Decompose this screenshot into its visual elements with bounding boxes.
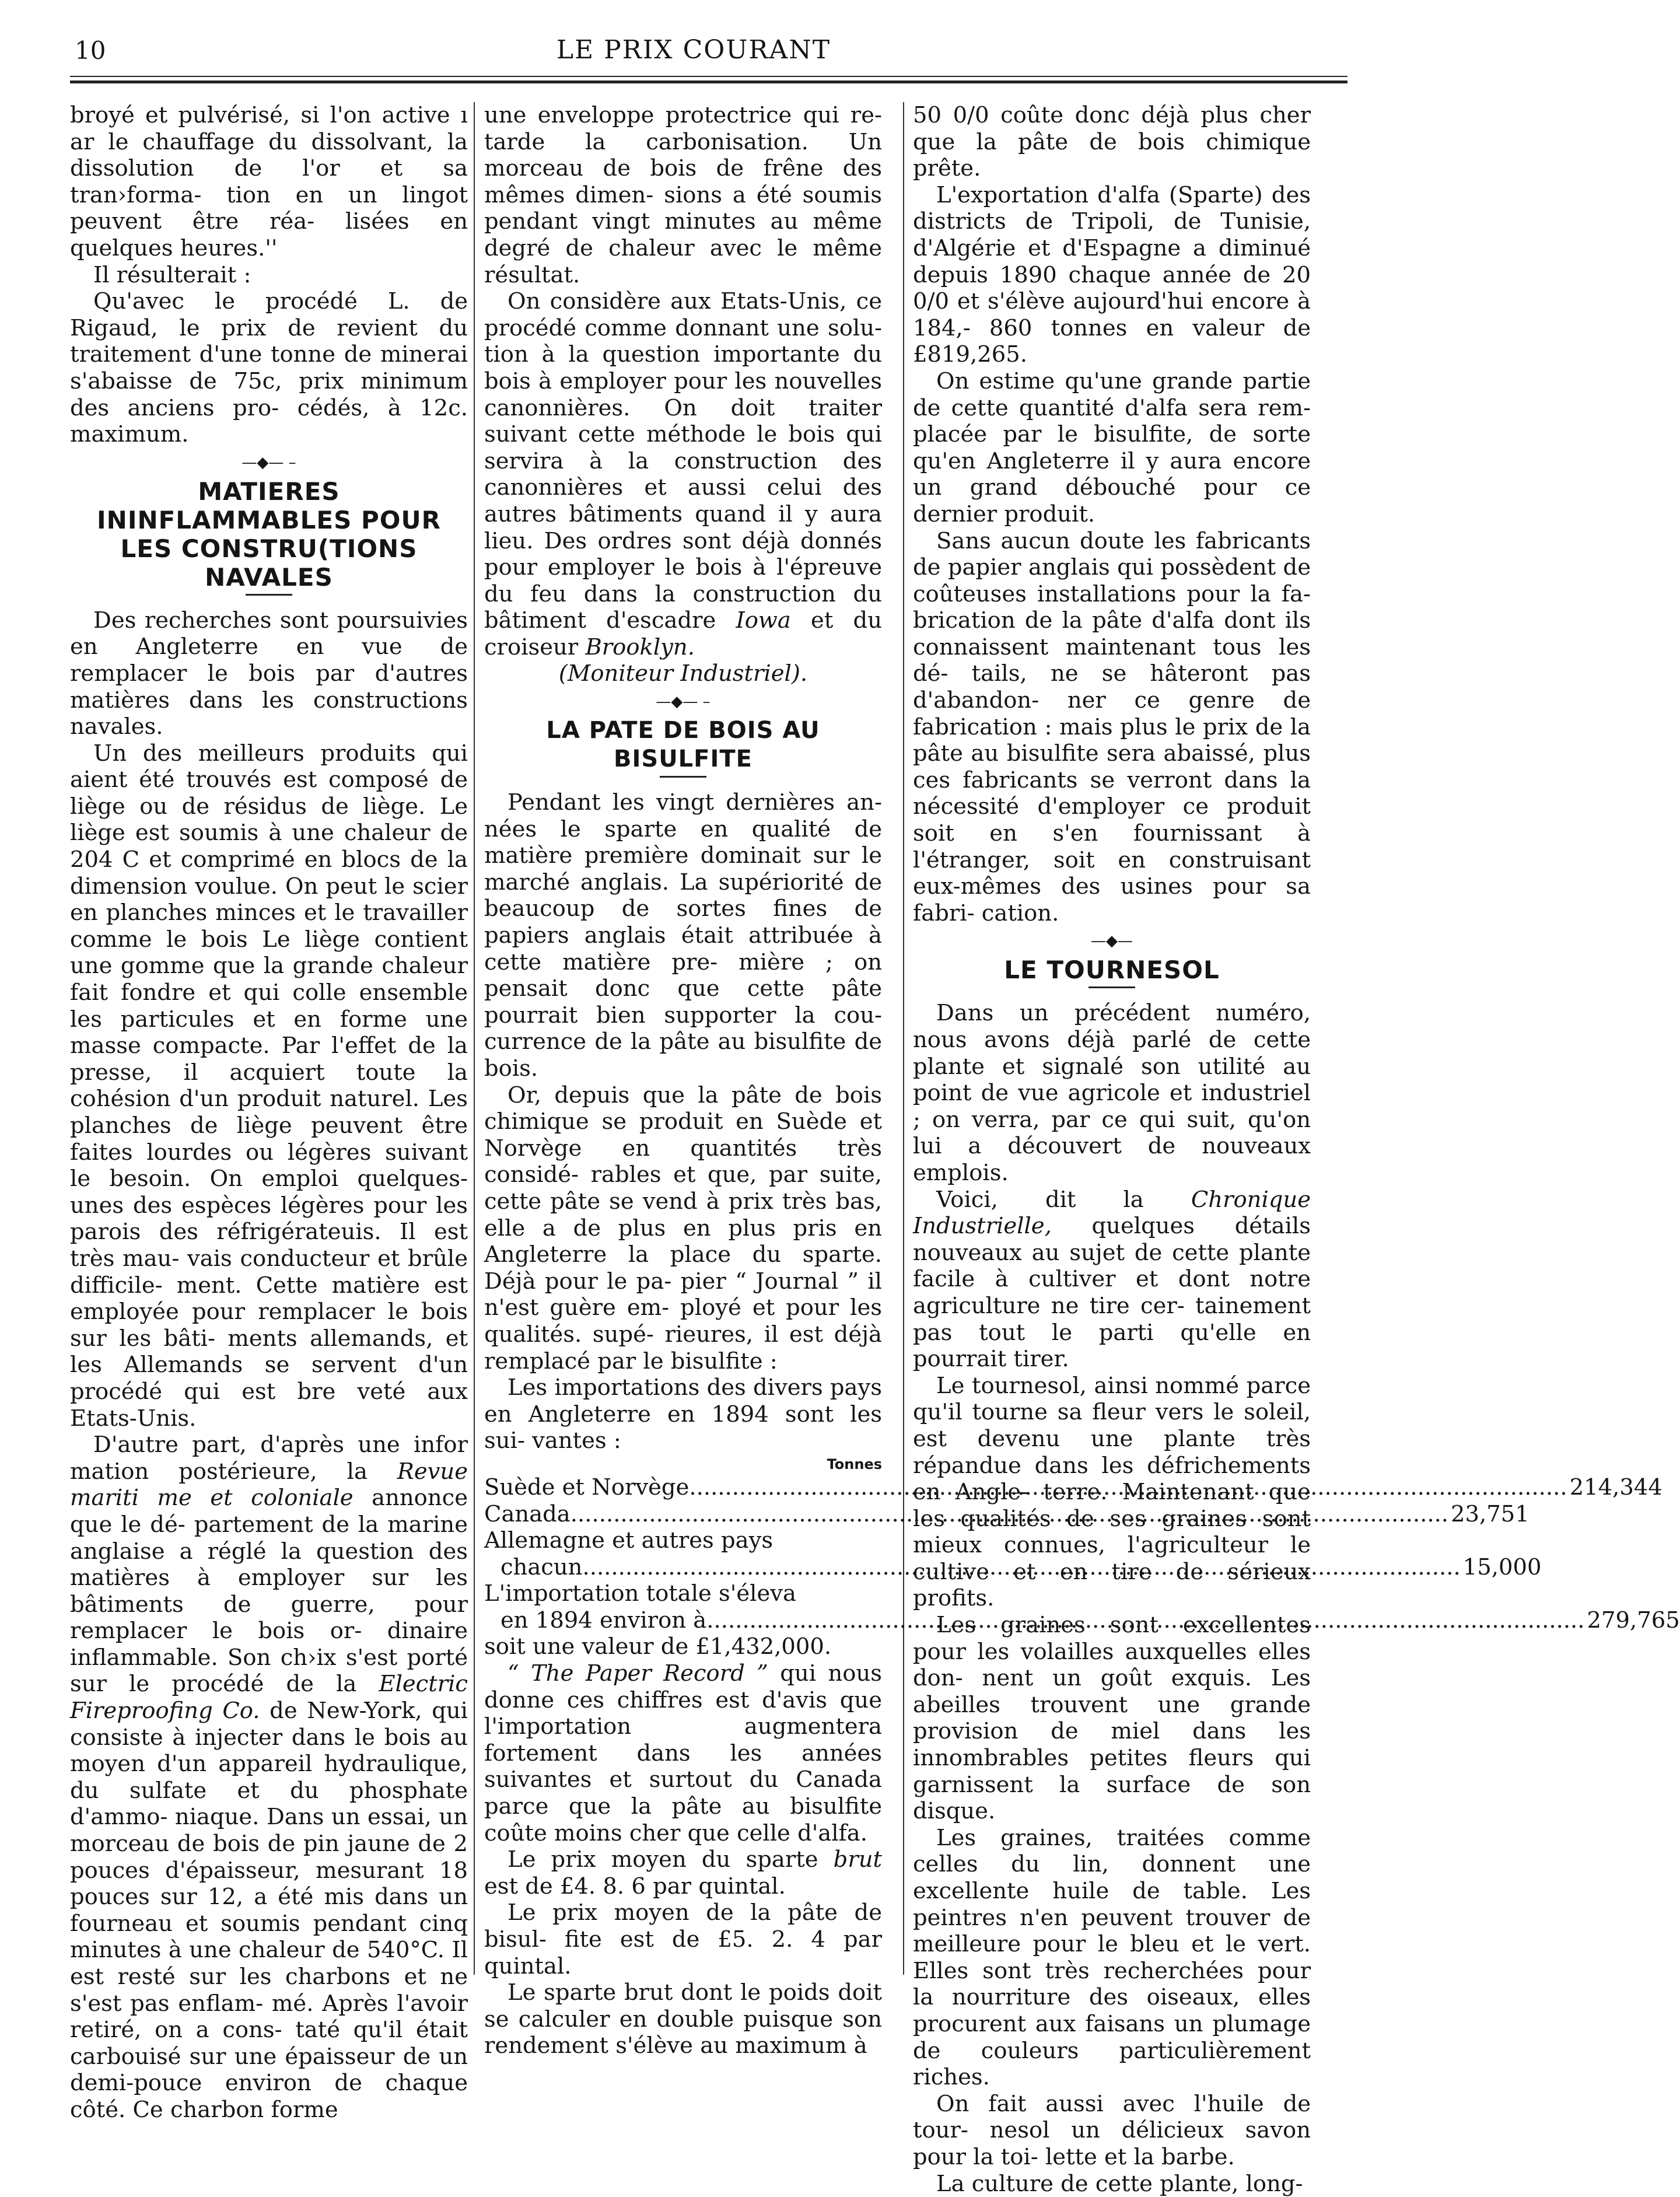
text-run: On considère aux Etats-Unis, ce procédé comme donnant une solu- tion à la question importante du bois à employer pour les nouvelles canonnières. On doit traiter suivant cette méthode le bois qui servira à la construction des canonnières et aussi celui des autres bâtiments quand il y aura lieu. Des ordres sont déjà donnés pour employer le bois à l'épreuve du feu dans la construction du bâtiment d'escadre (484, 288, 882, 634)
paragraph: broyé et pulvérisé, si l'on active ı ar le chauffage du dissolvant, la dissolution de l'or et sa tran›forma- tion en un lingot peuvent être réa- lisées en quelques heures.'' (70, 102, 468, 261)
paragraph: Les importations des divers pays en Angleterre en 1894 sont les sui- vantes : (484, 1374, 882, 1454)
source-citation: (Moniteur Industriel). (558, 660, 808, 687)
paragraph (484, 1660, 882, 1846)
row-label: en 1894 environ à (501, 1607, 707, 1633)
paragraph: Sans aucun doute les fabricants de papier anglais qui possèdent de coûteuses installations pour la fa- brication de la pâte d'alfa dont ils connaissent maintenant tous les dé- tails, ne se hâteront pas d'abandon- ner ce genre de fabrication : mais plus le prix de la pâte au bisulfite sera abaissé, plus ces fabricants se verront dans la nécessité d'employer ce produit soit en s'en fournissant à l'étranger, soit en construisant eux-mêmes des usines pour sa fabri- cation. (913, 527, 1311, 926)
text-run: quelques détails nouveaux au sujet de cette plante facile à cultiver et dont notre agriculture ne tire cer- tainement pas tout le parti qu'elle en pourrait tirer. (913, 1213, 1311, 1373)
text-run: brut (833, 1846, 882, 1873)
text-run: annonce que le dé- partement de la marine anglaise a réglé la question des matières à employer sur les bâtiments de guerre, pour remplacer le bois or- dinaire inflammable. Son ch›ix s'est porté sur le procédé de la (70, 1485, 468, 1698)
paragraph: 50 0/0 coûte donc déjà plus cher que la pâte de bois chimique prête. (913, 102, 1311, 182)
paragraph: Il résulterait : (93, 261, 251, 288)
paragraph: On estime qu'une grande partie de cette quantité d'alfa sera rem- placée par le bisulfite, de sorte qu'en Angleterre il y aura encore un grand débouché pour ce dernier produit. (913, 368, 1311, 527)
column-3 (913, 102, 1311, 2197)
table-row (484, 1527, 882, 1554)
row-value: 15,000 (1462, 1554, 1542, 1580)
paragraph: La culture de cette plante, long- (936, 2170, 1303, 2197)
paragraph: On fait aussi avec l'huile de tour- nesol un délicieux savon pour la toi- lette et la barbe. (913, 2090, 1311, 2170)
heading-underline (1088, 986, 1135, 988)
table-row (484, 1500, 1530, 1528)
page-number: 10 (75, 36, 106, 65)
paragraph: Les graines, traitées comme celles du lin, donnent une excellente huile de table. Les peintres n'en peuvent trouver de meilleure pour le bleu et le vert. Elles sont très recherchées pour la nourriture des oiseaux, elles procurent aux faisans un plumage de couleurs particulièrement riches. (913, 1824, 1311, 2091)
paragraph (913, 1187, 1311, 1373)
row-label: L'importation totale s'éleva (484, 1580, 796, 1607)
row-label: chacun (501, 1554, 583, 1580)
publication-name: Revue mariti me et coloniale (70, 1458, 468, 1512)
company-name: Electric Fireproofing Co. (70, 1671, 468, 1724)
paragraph (70, 1432, 468, 2123)
ship-name: Brooklyn. (585, 634, 695, 660)
article-heading: LE TOURNESOL (1004, 956, 1220, 985)
publication-name: “ The Paper Record ” (508, 1660, 768, 1687)
text-run: est de £4. 8. 6 par quintal. (484, 1873, 786, 1899)
text-run: Le prix moyen du sparte (508, 1846, 834, 1873)
paragraph (484, 1846, 882, 1899)
header-rule (70, 76, 1348, 77)
text-run: de New-York, qui consiste à injecter dans le bois au moyen d'un appareil hydraulique, du sulfate et du phosphate d'ammo- niaque. Dans un essai, un morceau de bois de pin jaune de 2 pouces d'épaisseur, mesurant 18 pouces sur 12, a été mis dans un fourneau et soumis pendant cinq minutes à une chaleur de 540°C. Il est resté sur les charbons et ne s'est pas enflam- mé. Après l'avoir retiré, on a cons- taté qu'il était carbouisé sur une épaisseur de un demi-pouce environ de chaque côté. Ce charbon forme (70, 1698, 468, 2123)
heading-underline (660, 776, 706, 778)
paragraph: Des recherches sont poursuivies en Angleterre en vue de remplacer le bois par d'autres matières dans les constructions navales. (70, 607, 468, 740)
text-run: qui nous donne ces chiffres est d'avis que l'importation augmentera fortement dans les années suivantes et surtout du Canada parce que la pâte au bisulfite coûte moins cher que celle d'alfa. (484, 1660, 882, 1846)
ship-name: Iowa (736, 607, 791, 634)
masthead-title: LE PRIX COURANT (556, 35, 831, 65)
paragraph: Or, depuis que la pâte de bois chimique se produit en Suède et Norvège en quantités très considé- rables et que, par suite, cette pâte se vend à prix très bas, elle a de plus en plus pris en Angleterre la place du sparte. Déjà pour le pa- pier “ Journal ” il n'est guère em- ployé et pour les qualités. supé- rieures, il est déjà remplacé par le bisulfite : (484, 1082, 882, 1374)
section-separator: —◆— – (656, 693, 710, 711)
section-separator: —◆— – (242, 453, 296, 471)
text-run: et du croiseur (484, 607, 882, 660)
paragraph: Le prix moyen de la pâte de bisul- fite est de £5. 2. 4 par quintal. (484, 1899, 882, 1979)
paragraph: Le tournesol, ainsi nommé parce qu'il tourne sa fleur vers le soleil, est devenu une plante très répandue dans les défrichements en Angle- terre. Maintenant que les qualités de ses graines sont mieux connues, l'agriculteur le cultive et en tire de sérieux profits. (913, 1372, 1311, 1612)
article-heading: LA PATE DE BOIS AU BISULFITE (546, 717, 820, 773)
table-unit-header: Tonnes (827, 1456, 882, 1472)
row-value: 214,344 (1569, 1474, 1662, 1500)
heading-underline (246, 594, 292, 596)
table-row (484, 1607, 1680, 1634)
paragraph: soit une valeur de £1,432,000. (484, 1633, 832, 1660)
paragraph: Le sparte brut dont le poids doit se calculer en double puisque son rendement s'élève au maximum à (484, 1979, 882, 2059)
section-separator: —◆— (1091, 932, 1133, 950)
row-label: Suède et Norvège (484, 1474, 690, 1500)
column-1 (70, 102, 468, 2123)
paragraph: une enveloppe protectrice qui re- tarde la carbonisation. Un morceau de bois de frêne des mêmes dimen- sions a été soumis pendant vingt minutes au même degré de chaleur avec le même résultat. (484, 102, 882, 288)
row-label: Allemagne et autres pays (484, 1527, 774, 1554)
table-row (484, 1474, 1662, 1501)
text-run: Voici, dit la (936, 1186, 1191, 1213)
header-rule-thick (70, 81, 1348, 83)
row-label: Canada (484, 1500, 570, 1527)
row-value: 279,765 (1587, 1607, 1680, 1633)
row-value: 23,751 (1451, 1500, 1530, 1527)
publication-name: Chronique Industrielle, (913, 1186, 1311, 1240)
article-heading: MATIERES ININFLAMMABLES POUR LES CONSTRU(TIONS NAVALES (97, 477, 441, 592)
column-divider (474, 102, 475, 1975)
column-divider (903, 102, 904, 1975)
table-row (484, 1580, 882, 1607)
paragraph: Un des meilleurs produits qui aient été trouvés est composé de liège ou de résidus de liège. Le liège est soumis à une chaleur de 204 C et comprimé en blocs de la dimension voulue. On peut le scier en planches minces et le travailler comme le bois Le liège contient une gomme que la grande chaleur fait fondre et qui colle ensemble les particules et en forme une masse compacte. Par l'effet de la presse, il acquiert toute la cohésion d'un produit naturel. Les planches de liège peuvent être faites lourdes ou légères suivant le besoin. On emploi quelques-unes des espèces légères pour les parois des réfrigérateuis. Il est très mau- vais conducteur et brûle difficile- ment. Cette matière est employée pour remplacer le bois sur les bâti- ments allemands, et les Allemands se servent d'un procédé qui est bre veté aux Etats-Unis. (70, 740, 468, 1432)
paragraph (484, 288, 882, 660)
text-run: D'autre part, d'après une infor mation postérieure, la (70, 1432, 468, 1485)
paragraph: Dans un précédent numéro, nous avons déjà parlé de cette plante et signalé son utilité au point de vue agricole et industriel ; on verra, par ce qui suit, qu'on lui a découvert de nouveaux emplois. (913, 1000, 1311, 1186)
paragraph: Les graines sont excellentes pour les volailles auxquelles elles don- nent un goût exquis. Les abeilles trouvent une grande provision de miel dans les innombrables petites fleurs qui garnissent la surface de son disque. (913, 1612, 1311, 1825)
table-row (484, 1554, 1542, 1581)
paragraph: L'exportation d'alfa (Sparte) des districts de Tripoli, de Tunisie, d'Algérie et d'Espagne a diminué depuis 1890 chaque année de 20 0/0 et s'élève aujourd'hui encore à 184,- 860 tonnes en valeur de £819,265. (913, 181, 1311, 368)
paragraph: Pendant les vingt dernières an- nées le sparte en qualité de matière première dominait sur le marché anglais. La supériorité de beaucoup de sortes fines de papiers anglais était attribuée à cette matière pre- mière ; on pensait donc que cette pâte pourrait bien supporter la cou- currence de la pâte au bisulfite de bois. (484, 789, 882, 1082)
paragraph: Qu'avec le procédé L. de Rigaud, le prix de revient du traitement d'une tonne de minerai s'abaisse de 75c, prix minimum des anciens pro- cédés, à 12c. maximum. (70, 288, 468, 448)
